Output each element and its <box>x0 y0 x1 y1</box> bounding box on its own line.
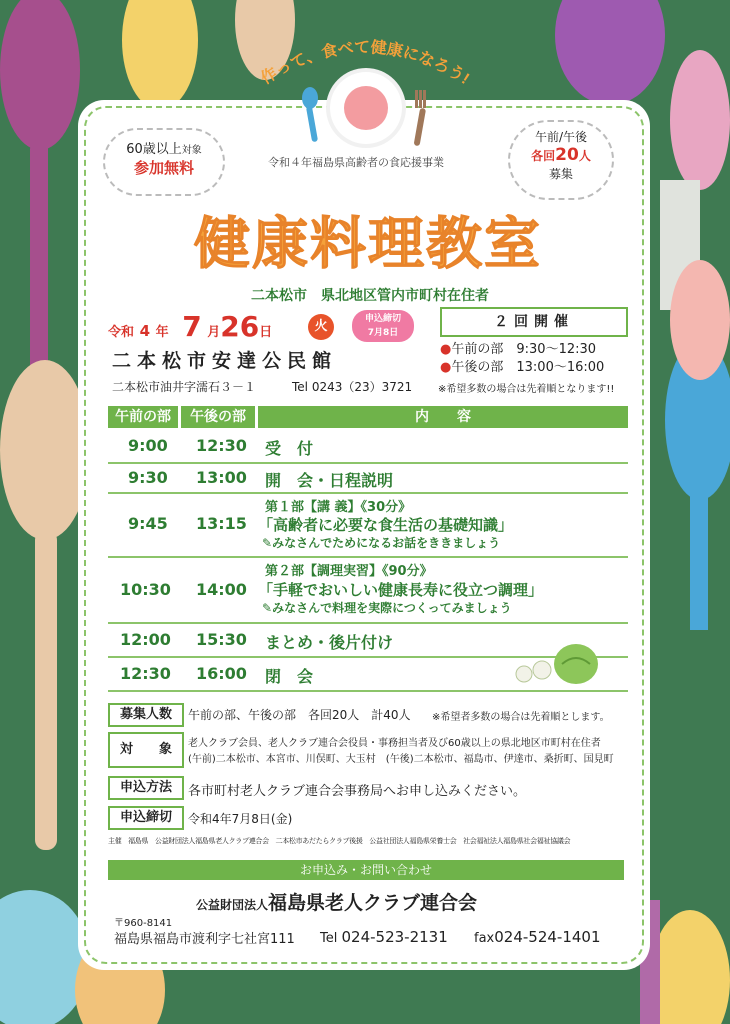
row-sub: ✎みなさんでためになるお話をききましょう <box>262 536 501 550</box>
row-pm-time: 13:15 <box>196 514 247 533</box>
row-part: 第２部【調理実習】《90分》 <box>265 564 433 579</box>
row-am-time: 12:00 <box>120 630 171 649</box>
row-title: 受 付 <box>265 439 314 458</box>
contact-tel: Tel 024-523-2131 <box>320 928 448 946</box>
row-am-time: 9:45 <box>128 514 168 533</box>
project-name: 令和４年福島県高齢者の食応援事業 <box>268 156 444 169</box>
contact-postal: 〒960-8141 <box>114 918 173 929</box>
header-content: 内 容 <box>258 406 628 428</box>
sessions-title: ２回開催 <box>440 307 628 337</box>
subtitle: 二本松市 県北地区管内市町村在住者 <box>251 288 489 304</box>
weekday-badge: 火 <box>308 314 334 340</box>
header-am: 午前の部 <box>108 406 178 428</box>
contact-org: 公益財団法人福島県老人クラブ連合会 <box>196 892 478 914</box>
sponsors: 主催 福島県 公益財団法人福島県老人クラブ連合会 二本松市あだたらクラブ後援 公益社団法人福島県栄養士会 社会福祉法人福島県社会福祉協議会 <box>108 837 571 845</box>
contact-fax: fax024-524-1401 <box>474 928 601 946</box>
method-text: 各市町村老人クラブ連合会事務局へお申し込みください。 <box>188 784 527 799</box>
capacity-note: ※希望者多数の場合は先着順とします。 <box>432 712 610 723</box>
pen-icon: ✎ <box>262 601 273 615</box>
row-am-time: 9:30 <box>128 468 168 487</box>
vegetables-icon <box>512 638 602 688</box>
row-am-time: 10:30 <box>120 580 171 599</box>
target-line1: 老人クラブ会員、老人クラブ連合会役員・事務担当者及び60歳以上の県北地区市町村在住者 <box>188 738 601 749</box>
contact-address: 福島県福島市渡利字七社宮111 <box>114 932 295 947</box>
row-title: 閉 会 <box>265 667 314 686</box>
target-label: 対 象 <box>108 732 184 768</box>
event-date: 令和 4 年 7 月26日 <box>108 310 273 343</box>
row-pm-time: 12:30 <box>196 436 247 455</box>
deadline-badge: 申込締切 7月8日 <box>352 310 414 342</box>
venue-name: 二本松市安達公民館 <box>112 350 338 372</box>
each-label: 各回 <box>531 149 556 163</box>
row-pm-time: 14:00 <box>196 580 247 599</box>
venue-tel: Tel 0243（23）3721 <box>292 380 413 394</box>
fork-icon <box>405 88 435 148</box>
row-title: 「手軽でおいしい健康長寿に役立つ調理」 <box>258 581 544 599</box>
age-target-text: 対象 <box>181 145 202 156</box>
row-title: まとめ・後片付け <box>265 633 394 652</box>
row-pm-time: 15:30 <box>196 630 247 649</box>
row-am-time: 12:30 <box>120 664 171 683</box>
pen-icon: ✎ <box>262 536 273 550</box>
row-title: 「高齢者に必要な食生活の基礎知識」 <box>258 516 514 534</box>
row-title: 開 会・日程説明 <box>265 471 394 490</box>
session-label: 午前/午後 <box>534 130 588 144</box>
table-row <box>108 430 628 464</box>
header-pm: 午後の部 <box>181 406 255 428</box>
row-am-time: 9:00 <box>128 436 168 455</box>
row-part: 第１部【講 義】《30分》 <box>265 500 412 515</box>
recruitment-bubble <box>508 120 614 200</box>
capacity-unit: 人 <box>578 149 591 163</box>
plate-icon <box>330 72 402 144</box>
target-line2: (午前)二本松市、本宮市、川俣町、大玉村 (午後)二本松市、福島市、伊達市、桑折町、国見町 <box>188 754 614 765</box>
spoon-icon <box>298 86 328 146</box>
capacity-label: 募集人数 <box>108 703 184 727</box>
contact-banner: お申込み・お問い合わせ <box>108 860 624 880</box>
row-sub: ✎みなさんで料理を実際につくってみましょう <box>262 601 512 615</box>
capacity-number: 20 <box>555 145 579 165</box>
free-text: 参加無料 <box>133 159 194 177</box>
deadline-label: 申込締切 <box>108 806 184 830</box>
am-session: ●午前の部 9:30～12:30 <box>440 342 597 357</box>
free-entry-bubble <box>103 128 225 196</box>
recruit-text: 募集 <box>548 167 573 181</box>
note-top: ※希望多数の場合は先着順となります!! <box>438 384 615 395</box>
venue-address: 二本松市油井字濡石３－１ <box>112 380 257 394</box>
row-pm-time: 16:00 <box>196 664 247 683</box>
capacity-text: 午前の部、午後の部 各回20人 計40人 <box>188 708 411 722</box>
row-pm-time: 13:00 <box>196 468 247 487</box>
deadline-text: 令和4年7月8日(金) <box>188 812 293 826</box>
pm-session: ●午後の部 13:00～16:00 <box>440 360 605 375</box>
method-label: 申込方法 <box>108 776 184 800</box>
svg-text:作って、食べて健康になろう!: 作って、食べて健康になろう! <box>258 39 472 89</box>
page-title: 健康料理教室 <box>194 211 542 277</box>
age-text: 60歳以上 <box>126 142 182 157</box>
